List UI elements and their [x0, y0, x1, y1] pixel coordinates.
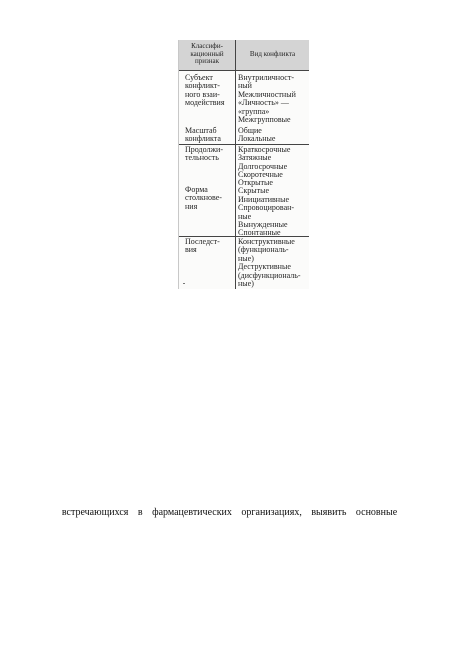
table-row: [179, 73, 309, 127]
conflict-classification-table: [178, 40, 309, 289]
row-label: Форма столкнове- ния: [185, 185, 222, 211]
body-text-line: встречающихся в фармацевтических организациях, выявить основные: [61, 507, 398, 518]
row-label: Субъект конфликт- ного взаи- модействия: [185, 73, 225, 108]
scan-speck: [183, 283, 185, 284]
row-label: Масштаб конфликта: [185, 126, 221, 144]
table-row: [179, 126, 309, 144]
header-conflict-type: Вид конфликта: [249, 50, 296, 58]
row-label: Продолжи- тельность: [185, 145, 223, 163]
table-header: [179, 40, 309, 71]
table-row: [179, 178, 309, 240]
row-items: Внутриличност- ный Межличностный «Личность» — «группа» Межгрупповые: [238, 73, 296, 125]
table-row: [179, 236, 309, 290]
header-classification-feature: Классифи- кационный признак: [190, 42, 224, 65]
row-label: Последст- вия: [185, 237, 220, 255]
row-items: Краткосрочные Затяжные Долгосрочные Скоротечные: [238, 145, 291, 180]
row-items: Конструктивные (функциональ- ные) Деструктивные (дисфункциональ- ные): [238, 237, 301, 289]
row-items: Открытые Скрытые Инициативные Спровоцирован- ные Вынужденные Спонтанные: [238, 178, 295, 238]
table-row: [179, 144, 309, 180]
row-items: Общие Локальные: [238, 126, 276, 144]
